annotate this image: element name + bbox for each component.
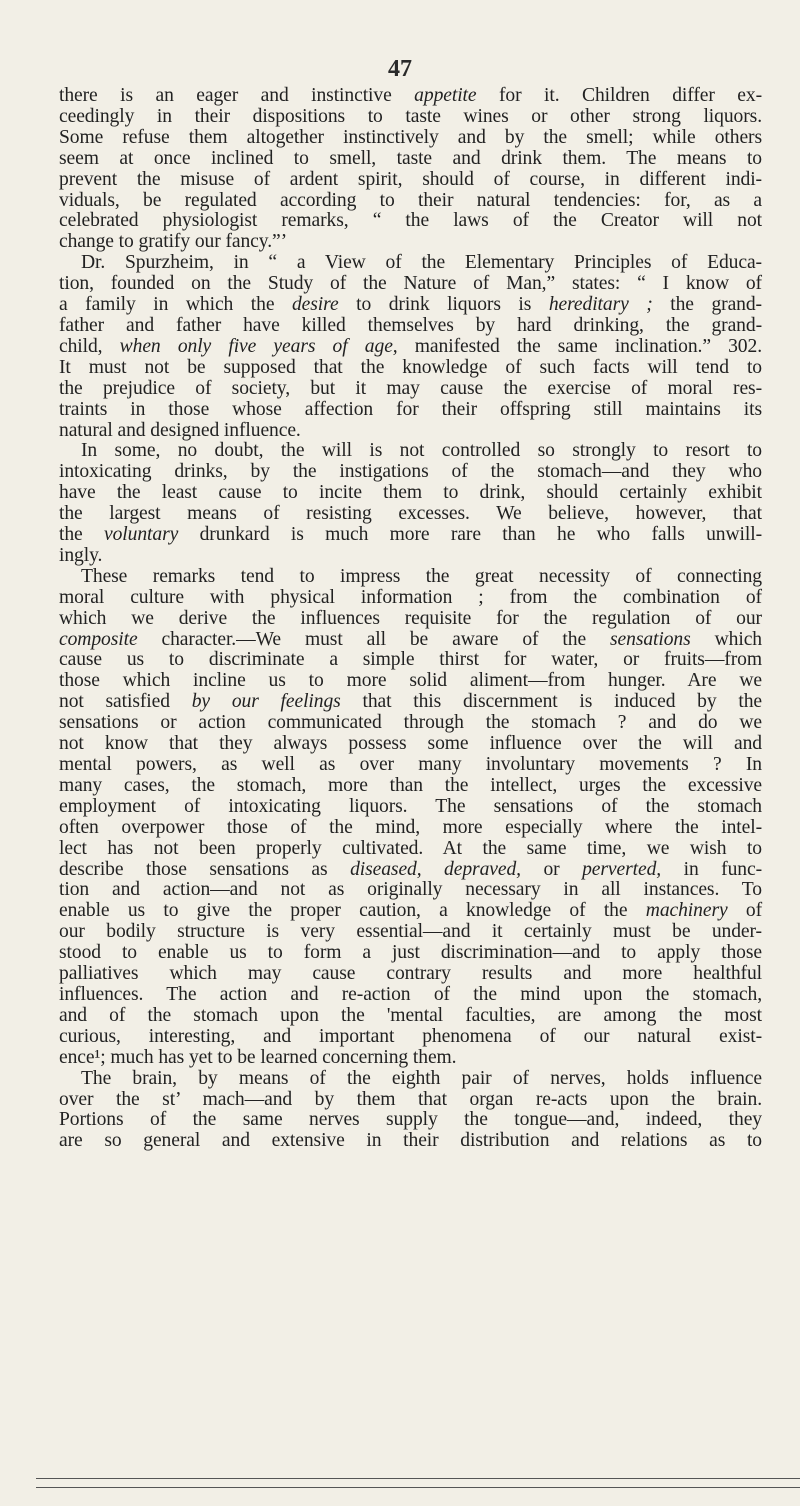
text-line bbox=[59, 379, 762, 400]
text-segment: father and father have killed themselves by hard drinking, the grand- bbox=[59, 314, 762, 336]
text-segment: describe those sensations as bbox=[59, 858, 351, 880]
text-segment: there is an eager and instinctive bbox=[59, 85, 415, 106]
text-segment: which bbox=[690, 628, 762, 650]
text-line bbox=[59, 839, 762, 860]
italic-text: diseased, depraved, bbox=[350, 858, 521, 880]
text-segment: not satisfied bbox=[59, 691, 192, 713]
italic-text: appetite bbox=[414, 85, 477, 106]
text-line bbox=[59, 400, 762, 421]
text-segment: over the st’ mach—and by them that organ re-acts upon the brain. bbox=[59, 1088, 762, 1110]
text-line bbox=[59, 1090, 762, 1111]
text-line bbox=[59, 316, 762, 337]
text-line bbox=[59, 274, 762, 295]
text-segment: of bbox=[727, 900, 762, 922]
text-segment: viduals, be regulated according to their natural tendencies: for, as a bbox=[59, 189, 762, 211]
text-line bbox=[59, 755, 762, 776]
text-segment: those which incline us to more solid aliment—from hunger. Are we bbox=[59, 670, 762, 692]
text-segment: prevent the misuse of ardent spirit, should of course, in different indi- bbox=[59, 168, 762, 190]
text-segment: In some, no doubt, the will is not controlled so strongly to resort to bbox=[81, 440, 762, 462]
text-segment: ingly. bbox=[59, 544, 103, 566]
text-line bbox=[59, 1006, 762, 1027]
text-line bbox=[59, 901, 762, 922]
text-line bbox=[59, 609, 762, 630]
text-segment: manifested the same inclination.” 302. bbox=[397, 335, 763, 357]
text-line bbox=[59, 1069, 762, 1090]
text-line bbox=[59, 149, 762, 170]
text-segment: change to gratify our fancy.”’ bbox=[59, 231, 288, 253]
text-segment: Some refuse them altogether instinctively and by the smell; while others bbox=[59, 126, 762, 148]
text-line bbox=[59, 170, 762, 191]
text-segment: traints in those whose affection for their offspring still maintains its bbox=[59, 398, 762, 420]
text-segment: character.—We must all be aware of the bbox=[137, 628, 610, 650]
text-segment: moral culture with physical information ; from the combination of bbox=[59, 586, 762, 608]
text-segment: palliatives which may cause contrary results and more healthful bbox=[59, 963, 762, 985]
text-segment: The brain, by means of the eighth pair of nerves, holds influence bbox=[81, 1067, 762, 1089]
text-line bbox=[59, 525, 762, 546]
text-segment: enable us to give the proper caution, a knowledge of the bbox=[59, 900, 646, 922]
text-segment: a family in which the bbox=[59, 294, 292, 316]
page-number: 47 bbox=[388, 56, 412, 82]
text-line bbox=[59, 128, 762, 149]
italic-text: desire bbox=[291, 294, 339, 316]
text-line bbox=[59, 713, 762, 734]
text-segment: influences. The action and re-action of the mind upon the stomach, bbox=[59, 983, 762, 1005]
text-line bbox=[59, 964, 762, 985]
text-line bbox=[59, 546, 762, 567]
text-segment: These remarks tend to impress the great necessity of connecting bbox=[81, 565, 762, 587]
text-segment: curious, interesting, and important phenomena of our natural exist- bbox=[59, 1025, 762, 1047]
italic-text: perverted, bbox=[582, 858, 662, 880]
body-text bbox=[59, 86, 762, 1152]
text-segment: have the least cause to incite them to drink, should certainly exhibit bbox=[59, 482, 762, 504]
text-segment: the largest means of resisting excesses. We believe, however, that bbox=[59, 503, 762, 525]
text-line bbox=[59, 504, 762, 525]
text-line bbox=[59, 421, 762, 442]
text-segment: the bbox=[59, 524, 105, 546]
text-line bbox=[59, 671, 762, 692]
italic-text: sensations bbox=[610, 628, 691, 650]
text-line bbox=[59, 1110, 762, 1131]
text-line bbox=[59, 191, 762, 212]
text-segment: mental powers, as well as over many involuntary movements ? In bbox=[59, 754, 762, 775]
italic-text: by our feelings bbox=[191, 691, 341, 713]
text-line bbox=[59, 337, 762, 358]
text-line bbox=[59, 483, 762, 504]
text-segment: lect has not been properly cultivated. At the same time, we wish to bbox=[59, 837, 762, 859]
text-line bbox=[59, 567, 762, 588]
text-segment: or bbox=[520, 858, 583, 880]
text-segment: often overpower those of the mind, more especially where the intel- bbox=[59, 816, 762, 838]
text-segment: celebrated physiologist remarks, “ the laws of the Creator will not bbox=[59, 210, 762, 232]
text-segment: sensations or action communicated through the stomach ? and do we bbox=[59, 712, 762, 734]
text-line bbox=[59, 630, 762, 651]
italic-text: composite bbox=[59, 628, 138, 650]
text-segment: child, bbox=[59, 335, 120, 357]
text-segment: the prejudice of society, but it may cause the exercise of moral res- bbox=[59, 377, 762, 399]
text-segment: It must not be supposed that the knowledge of such facts will tend to bbox=[59, 356, 762, 378]
text-line bbox=[59, 232, 762, 253]
text-segment: and of the stomach upon the 'mental faculties, are among the most bbox=[59, 1004, 762, 1026]
text-line bbox=[59, 295, 762, 316]
text-line bbox=[59, 462, 762, 483]
text-line bbox=[59, 650, 762, 671]
text-line bbox=[59, 588, 762, 609]
text-segment: to drink liquors is bbox=[338, 294, 549, 316]
text-segment: Dr. Spurzheim, in “ a View of the Elementary Principles of Educa- bbox=[81, 252, 762, 274]
text-line bbox=[59, 880, 762, 901]
text-line bbox=[59, 776, 762, 797]
text-segment: ceedingly in their dispositions to taste wines or other strong liquors. bbox=[59, 105, 762, 127]
text-segment: natural and designed influence. bbox=[59, 419, 301, 441]
text-segment: cause us to discriminate a simple thirst for water, or fruits—from bbox=[59, 649, 762, 671]
text-line bbox=[59, 86, 762, 107]
text-segment: stood to enable us to form a just discrimination—and to apply those bbox=[59, 942, 762, 964]
text-line bbox=[59, 797, 762, 818]
text-line bbox=[59, 1048, 762, 1069]
text-segment: not know that they always possess some influence over the will and bbox=[59, 733, 762, 755]
text-line bbox=[59, 107, 762, 128]
text-line bbox=[59, 1131, 762, 1152]
italic-text: when only five years of age, bbox=[119, 335, 398, 357]
text-segment: which we derive the influences requisite for the regulation of our bbox=[59, 607, 762, 629]
text-segment: ence¹; much has yet to be learned concerning them. bbox=[59, 1046, 457, 1068]
text-segment: are so general and extensive in their distribution and relations as to bbox=[59, 1130, 762, 1152]
text-line bbox=[59, 253, 762, 274]
text-line bbox=[59, 860, 762, 881]
text-segment: the grand- bbox=[652, 294, 762, 316]
text-line bbox=[59, 985, 762, 1006]
italic-text: voluntary bbox=[104, 524, 179, 546]
bottom-rule bbox=[36, 1487, 800, 1488]
italic-text: hereditary ; bbox=[548, 294, 653, 316]
text-line bbox=[59, 1027, 762, 1048]
text-segment: seem at once inclined to smell, taste and drink them. The means to bbox=[59, 147, 762, 169]
text-segment: in func- bbox=[661, 858, 762, 880]
text-line bbox=[59, 818, 762, 839]
text-line bbox=[59, 211, 762, 232]
text-line bbox=[59, 692, 762, 713]
text-segment: tion and action—and not as originally necessary in all instances. To bbox=[59, 879, 762, 901]
text-line bbox=[59, 441, 762, 462]
text-segment: tion, founded on the Study of the Nature of Man,” states: “ I know of bbox=[59, 273, 762, 295]
text-segment: many cases, the stomach, more than the intellect, urges the excessive bbox=[59, 774, 762, 796]
bottom-rule bbox=[36, 1478, 800, 1479]
text-line bbox=[59, 734, 762, 755]
text-segment: Portions of the same nerves supply the tongue—and, indeed, they bbox=[59, 1109, 762, 1131]
text-segment: employment of intoxicating liquors. The sensations of the stomach bbox=[59, 795, 762, 817]
text-line bbox=[59, 943, 762, 964]
italic-text: machinery bbox=[645, 900, 728, 922]
text-line bbox=[59, 358, 762, 379]
text-segment: intoxicating drinks, by the instigations of the stomach—and they who bbox=[59, 461, 762, 483]
text-segment: drunkard is much more rare than he who falls unwill- bbox=[178, 524, 762, 546]
text-line bbox=[59, 922, 762, 943]
text-segment: that this discernment is induced by the bbox=[340, 691, 763, 713]
text-segment: our bodily structure is very essential—and it certainly must be under- bbox=[59, 921, 762, 943]
text-segment: for it. Children differ ex- bbox=[476, 85, 763, 106]
